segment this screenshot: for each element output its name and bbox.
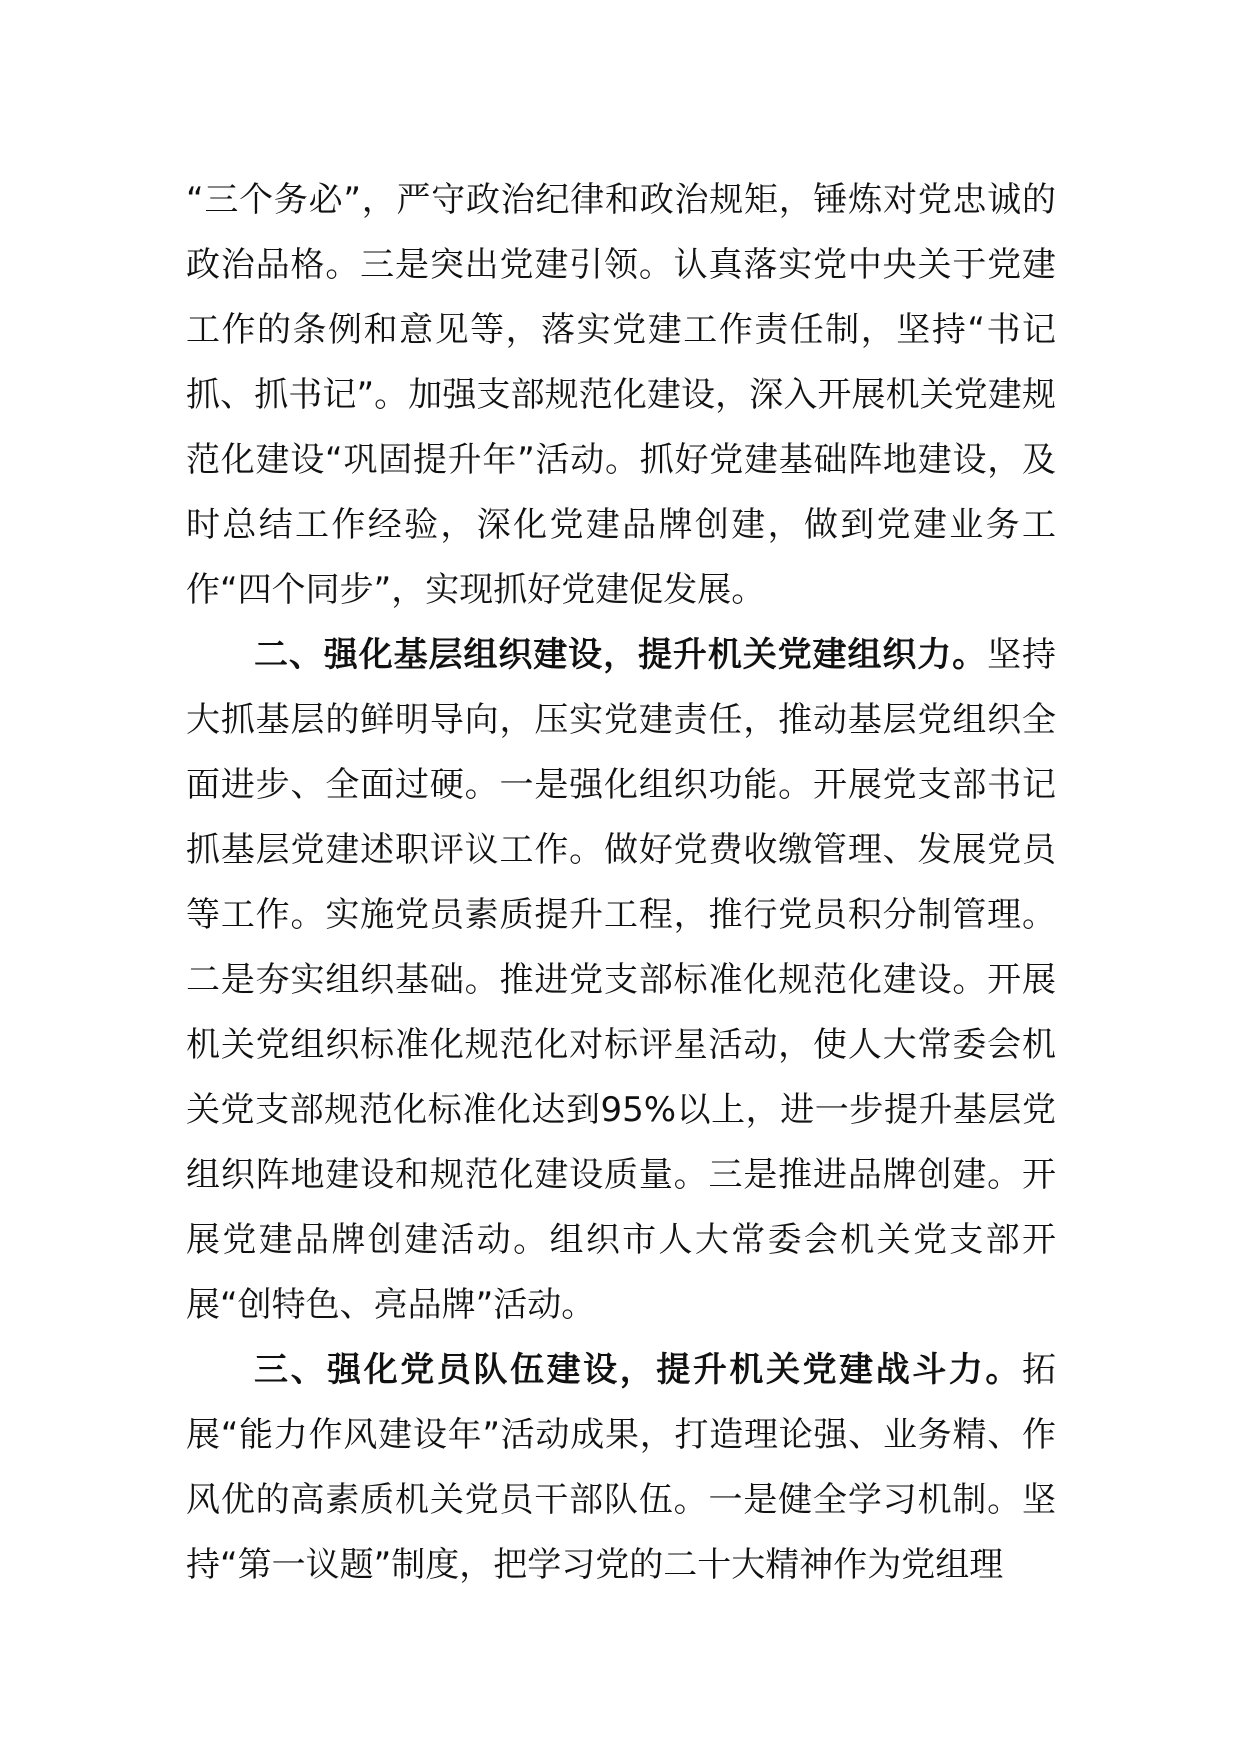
paragraph-continued: “三个务必”，严守政治纪律和政治规矩，锤炼对党忠诚的政治品格。三是突出党建引领。认真落实党中央关于党建工作的条例和意见等，落实党建工作责任制，坚持“书记抓、抓书记”。加强支部规范化建设，深入开展机关党建规范化建设“巩固提升年”活动。抓好党建基础阵地建设，及时总结工作经验，深化党建品牌创建，做到党建业务工作“四个同步”，实现抓好党建促发展。 [186, 180, 1056, 610]
section-3-body: 拓展“能力作风建设年”活动成果，打造理论强、业务精、作风优的高素质机关党员干部队伍。一是健全学习机制。坚持“第一议题”制度，把学习党的二十大精神作为党组理 [186, 1350, 1056, 1585]
section-3-paragraph [186, 1338, 1056, 1598]
document-body [186, 168, 1056, 1598]
section-2-body: 坚持大抓基层的鲜明导向，压实党建责任，推动基层党组织全面进步、全面过硬。一是强化组织功能。开展党支部书记抓基层党建述职评议工作。做好党费收缴管理、发展党员等工作。实施党员素质提升工程，推行党员积分制管理。二是夯实组织基础。推进党支部标准化规范化建设。开展机关党组织标准化规范化对标评星活动，使人大常委会机关党支部规范化标准化达到95%以上，进一步提升基层党组织阵地建设和规范化建设质量。三是推进品牌创建。开展党建品牌创建活动。组织市人大常委会机关党支部开展“创特色、亮品牌”活动。 [186, 635, 1057, 1325]
section-3-heading: 三、强化党员队伍建设，提升机关党建战斗力。 [254, 1350, 1022, 1390]
section-2-heading: 二、强化基层组织建设，提升机关党建组织力。 [254, 635, 988, 675]
section-2-paragraph [186, 623, 1056, 1338]
